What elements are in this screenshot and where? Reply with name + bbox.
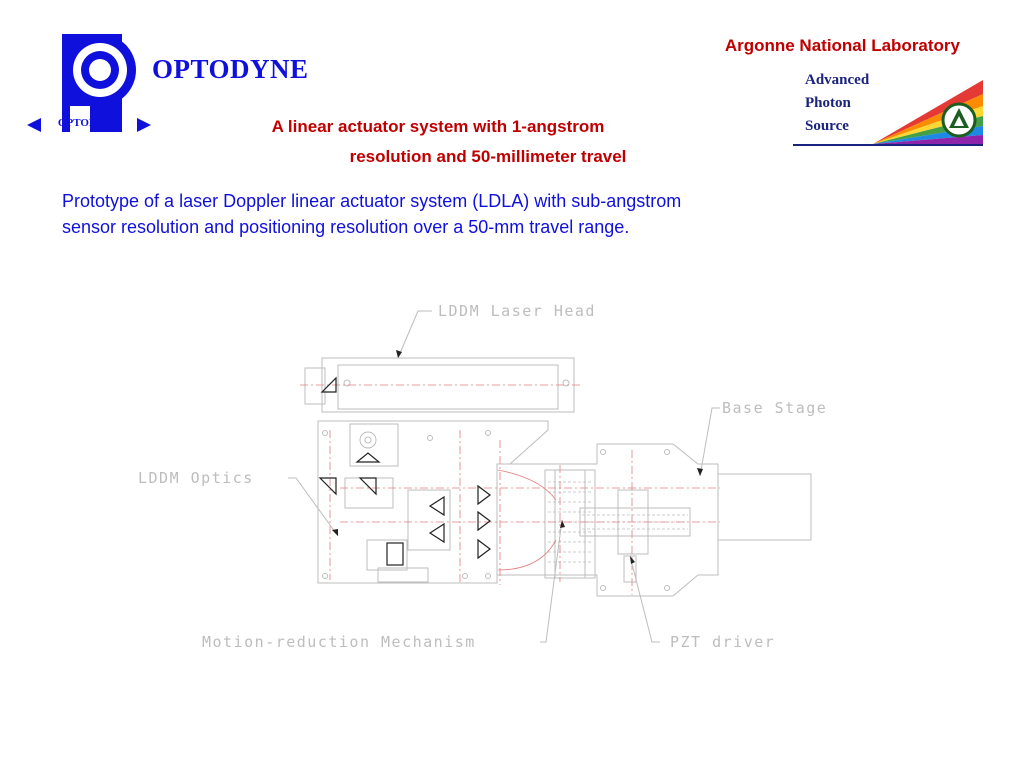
description-line-1: Prototype of a laser Doppler linear actuator system (LDLA) with sub-angstrom (62, 191, 682, 211)
base-stage (497, 444, 718, 596)
prism-8 (478, 512, 490, 530)
badge-label: OPTODYNE (57, 117, 121, 129)
detector-box (387, 543, 403, 565)
label-optics: LDDM Optics (138, 469, 254, 487)
label-laser-head: LDDM Laser Head (438, 302, 596, 320)
prism-3 (320, 478, 336, 494)
optics-plate (318, 421, 548, 583)
company-name: OPTODYNE (152, 54, 309, 84)
prism-2 (357, 453, 379, 462)
label-motion-reduction: Motion-reduction Mechanism (202, 633, 476, 651)
prism-4 (360, 478, 376, 494)
prism-6 (430, 524, 444, 542)
institution-name: Argonne National Laboratory (724, 36, 960, 55)
prism-9 (478, 540, 490, 558)
prism-5 (430, 497, 444, 515)
title-line-1: A linear actuator system with 1-angstrom (271, 117, 605, 136)
title-line-2: resolution and 50-millimeter travel (349, 147, 627, 166)
description-line-2: sensor resolution and positioning resolution over a 50-mm travel range. (62, 217, 630, 237)
label-base-stage: Base Stage (722, 399, 828, 417)
prism-7 (478, 486, 490, 504)
aps-word-1: Advanced (805, 72, 870, 88)
aps-word-3: Source (805, 118, 849, 134)
aps-word-2: Photon (805, 95, 851, 111)
label-pzt-driver: PZT driver (670, 633, 776, 651)
